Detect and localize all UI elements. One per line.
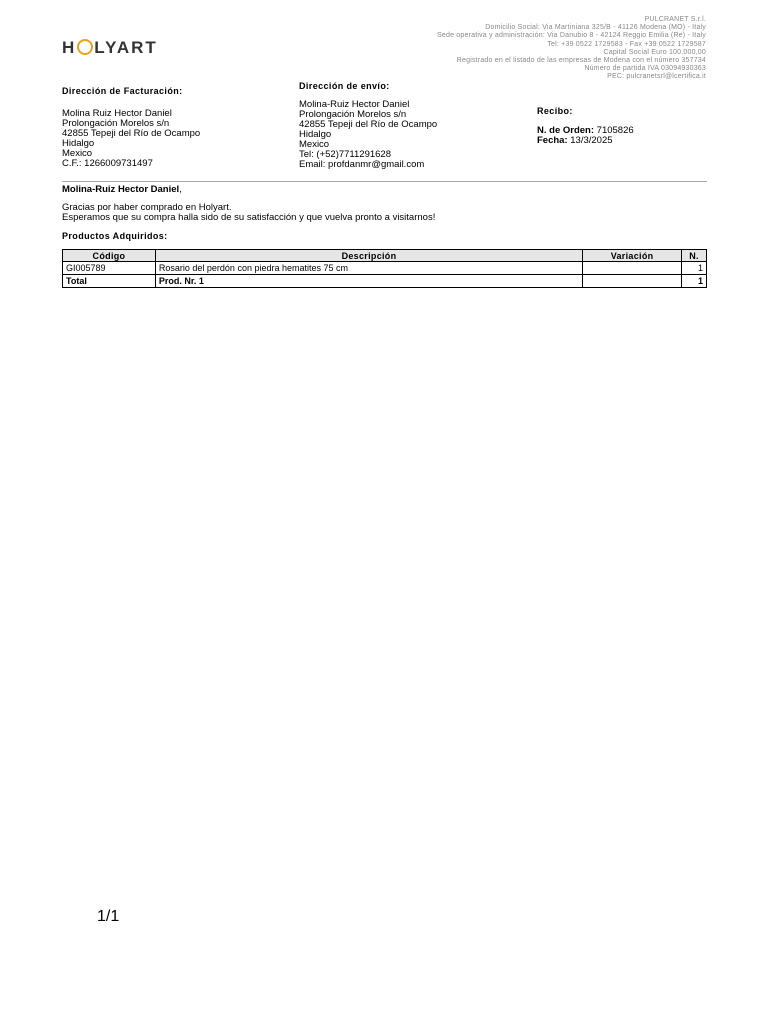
- divider: [62, 181, 707, 182]
- table-row: [63, 262, 707, 275]
- product-variation: [583, 262, 682, 275]
- logo-text-end: LYART: [94, 38, 158, 57]
- shipping-state: Hidalgo: [299, 129, 332, 140]
- products-table: [62, 249, 707, 288]
- product-quantity: 1: [682, 262, 707, 275]
- products-title: Productos Adquiridos:: [62, 231, 168, 241]
- customer-name: Molina-Ruiz Hector Daniel: [62, 184, 180, 195]
- company-phone: Tel: +39 0522 1729583 - Fax +39 0522 1729587: [547, 40, 706, 48]
- greeting-comma: ,: [179, 184, 182, 195]
- order-number-value: 7105826: [596, 125, 634, 136]
- company-address: Domicilio Social: Via Martiniana 325/B - 41126 Modena (MO) - Italy: [485, 24, 706, 32]
- shipping-phone: Tel: (+52)7711291628: [299, 149, 391, 160]
- hope-message: Esperamos que su compra halla sido de su satisfacción y que vuelva pronto a visitarnos!: [62, 212, 436, 223]
- company-capital: Capital Social Euro 100.000,00: [603, 48, 706, 56]
- shipping-email: Email: profdanmr@gmail.com: [299, 159, 425, 170]
- shipping-country: Mexico: [299, 139, 330, 150]
- billing-tax-id: C.F.: 1266009731497: [62, 158, 153, 169]
- header-description: Descripción: [155, 250, 582, 262]
- company-info: [437, 16, 706, 82]
- shipping-city: 42855 Tepeji del Río de Ocampo: [299, 119, 438, 130]
- company-registry: Registrado en el listado de las empresas de Modena con el número 357734: [456, 57, 706, 65]
- billing-state: Hidalgo: [62, 138, 95, 149]
- logo-o-mark-icon: [77, 39, 93, 55]
- billing-lines: [62, 109, 200, 169]
- greeting: [62, 185, 435, 223]
- company-pec: PEC: pulcranetsrl@lcertifica.it: [607, 73, 706, 81]
- total-variation: [583, 275, 682, 288]
- table-header: [63, 250, 707, 262]
- shipping-lines: [299, 100, 437, 170]
- total-products: Prod. Nr. 1: [155, 275, 582, 288]
- billing-street: Prolongación Morelos s/n: [62, 118, 170, 129]
- thanks-message: Gracias por haber comprado en Holyart.: [62, 202, 232, 213]
- billing-city: 42855 Tepeji del Río de Ocampo: [62, 128, 201, 139]
- header-quantity: N.: [682, 250, 707, 262]
- company-name: PULCRANET S.r.l.: [644, 16, 706, 23]
- billing-title: Dirección de Facturación:: [62, 86, 183, 96]
- receipt-title: Recibo:: [537, 106, 573, 116]
- billing-country: Mexico: [62, 148, 93, 159]
- total-row: [63, 275, 707, 288]
- header-variation: Variación: [583, 250, 682, 262]
- total-quantity: 1: [682, 275, 707, 288]
- total-label: Total: [63, 275, 156, 288]
- shipping-address: [299, 81, 437, 170]
- order-number-label: N. de Orden:: [537, 125, 595, 136]
- shipping-name: Molina-Ruiz Hector Daniel: [299, 99, 410, 110]
- billing-name: Molina Ruiz Hector Daniel: [62, 108, 172, 119]
- shipping-street: Prolongación Morelos s/n: [299, 109, 407, 120]
- order-date-row: [537, 136, 634, 146]
- order-date-value: 13/3/2025: [570, 135, 613, 146]
- page-number: 1/1: [97, 908, 120, 925]
- receipt-info: [537, 106, 634, 146]
- company-operations: Sede operativa y administración: Via Danubio 8 - 42124 Reggio Emilia (Re) - Italy: [437, 32, 706, 40]
- billing-address: [62, 86, 200, 169]
- logo-text-start: H: [62, 38, 77, 57]
- order-date-label: Fecha:: [537, 135, 568, 146]
- product-code: GI005789: [63, 262, 156, 275]
- product-description: Rosario del perdón con piedra hematites 75 cm: [155, 262, 582, 275]
- company-vat: Número de partida IVA 03094930363: [584, 65, 706, 73]
- shipping-title: Dirección de envío:: [299, 81, 390, 91]
- holyart-logo: [62, 38, 158, 58]
- header-code: Código: [63, 250, 156, 262]
